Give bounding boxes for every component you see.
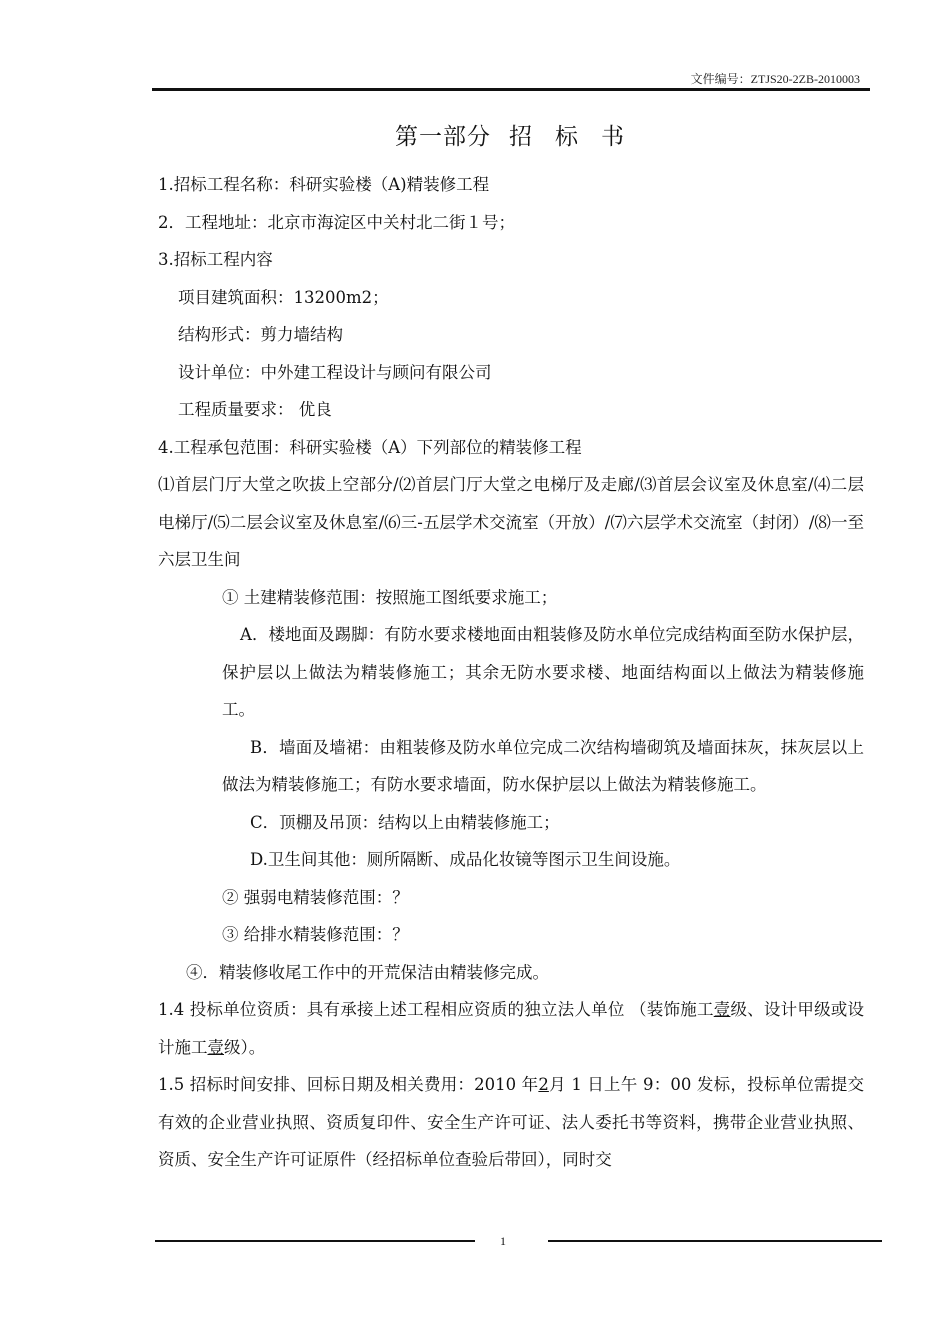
qualification-text-c: 级）。 <box>224 1037 266 1057</box>
building-area-line: 项目建筑面积：13200m2； <box>178 287 389 307</box>
title-char-2: 标 <box>555 124 579 150</box>
electrical-scope-line: ② 强弱电精装修范围：？ <box>222 887 409 907</box>
qualification-grade-1: 壹 <box>713 1000 731 1019</box>
qualification-grade-2: 壹 <box>207 1037 224 1057</box>
page-title <box>0 118 950 151</box>
ceiling-scope-line <box>158 804 864 842</box>
page-number: 1 <box>500 1234 506 1248</box>
floor-scope-paragraph <box>158 616 864 729</box>
structure-type-line: 结构形式：剪力墙结构 <box>178 325 343 344</box>
schedule-text-a: 1.5 招标时间安排、回标日期及相关费用：2010 年 <box>158 1075 539 1094</box>
schedule-paragraph <box>158 1066 864 1179</box>
qualification-text-b: 级、设计甲级或设计施工 <box>158 1000 865 1057</box>
wall-scope-paragraph <box>158 729 864 804</box>
project-address-line: 2．工程地址：北京市海淀区中关村北二街１号； <box>158 212 515 232</box>
quality-requirement-line: 工程质量要求： 优良 <box>178 400 332 419</box>
title-char-3: 书 <box>601 124 625 150</box>
header-rule <box>152 88 870 91</box>
wall-scope-text: B．墙面及墙裙：由粗装修及防水单位完成二次结构墙砌筑及墙面抹灰，抹灰层以上做法为精装修施工；有防水要求墙面，防水保护层以上做法为精装修施工。 <box>222 737 864 794</box>
cleaning-scope-line: ④．精装修收尾工作中的开荒保洁由精装修完成。 <box>186 962 549 982</box>
document-body <box>158 166 864 1179</box>
project-content-heading: 3.招标工程内容 <box>158 250 273 269</box>
footer-rule-left <box>155 1240 475 1242</box>
schedule-text-b: 月 1 日上午 9：00 发标，投标单位需提交有效的企业营业执照、资质复印件、安全生产许可证、法人委托书等资料，携带企业营业执照、资质、安全生产许可证原件（经招标单位查验后带回），同时交 <box>158 1075 864 1169</box>
title-char-1: 招 <box>509 124 533 150</box>
toilet-scope-line <box>158 841 864 879</box>
qualification-text-a: 1.4 投标单位资质：具有承接上述工程相应资质的独立法人单位 （装饰施工 <box>158 1000 714 1019</box>
toilet-scope-text: D.卫生间其他：厕所隔断、成品化妆镜等图示卫生间设施。 <box>250 850 681 869</box>
footer-rule-right <box>548 1240 882 1242</box>
plumbing-scope-line: ③ 给排水精装修范围：？ <box>222 925 409 944</box>
ceiling-scope-text: C．顶棚及吊顶：结构以上由精装修施工； <box>250 812 560 832</box>
floor-scope-text: A．楼地面及踢脚：有防水要求楼地面由粗装修及防水单位完成结构面至防水保护层，保护层以上做法为精装修施工；其余无防水要求楼、地面结构面以上做法为精装修施工。 <box>222 625 864 719</box>
project-name-line: 1.招标工程名称：科研实验楼（A)精装修工程 <box>158 175 490 194</box>
design-unit-line: 设计单位：中外建工程设计与顾问有限公司 <box>178 362 492 382</box>
scope-areas-paragraph: ⑴首层门厅大堂之吹拔上空部分/⑵首层门厅大堂之电梯厅及走廊/⑶首层会议室及休息室/⑷二层电梯厅/⑸二层会议室及休息室/⑹三-五层学术交流室（开放）/⑺六层学术交流室（封闭）/⑻一至六层卫生间 <box>158 475 864 569</box>
civil-scope-line: ① 土建精装修范围：按照施工图纸要求施工； <box>222 587 558 607</box>
title-part: 第一部分 <box>395 124 491 150</box>
document-number: 文件编号：ZTJS20-2ZB-2010003 <box>690 72 860 86</box>
schedule-month: 2 <box>538 1075 549 1094</box>
qualification-paragraph <box>158 991 864 1066</box>
contract-scope-line: 4.工程承包范围：科研实验楼（A）下列部位的精装修工程 <box>158 437 582 457</box>
